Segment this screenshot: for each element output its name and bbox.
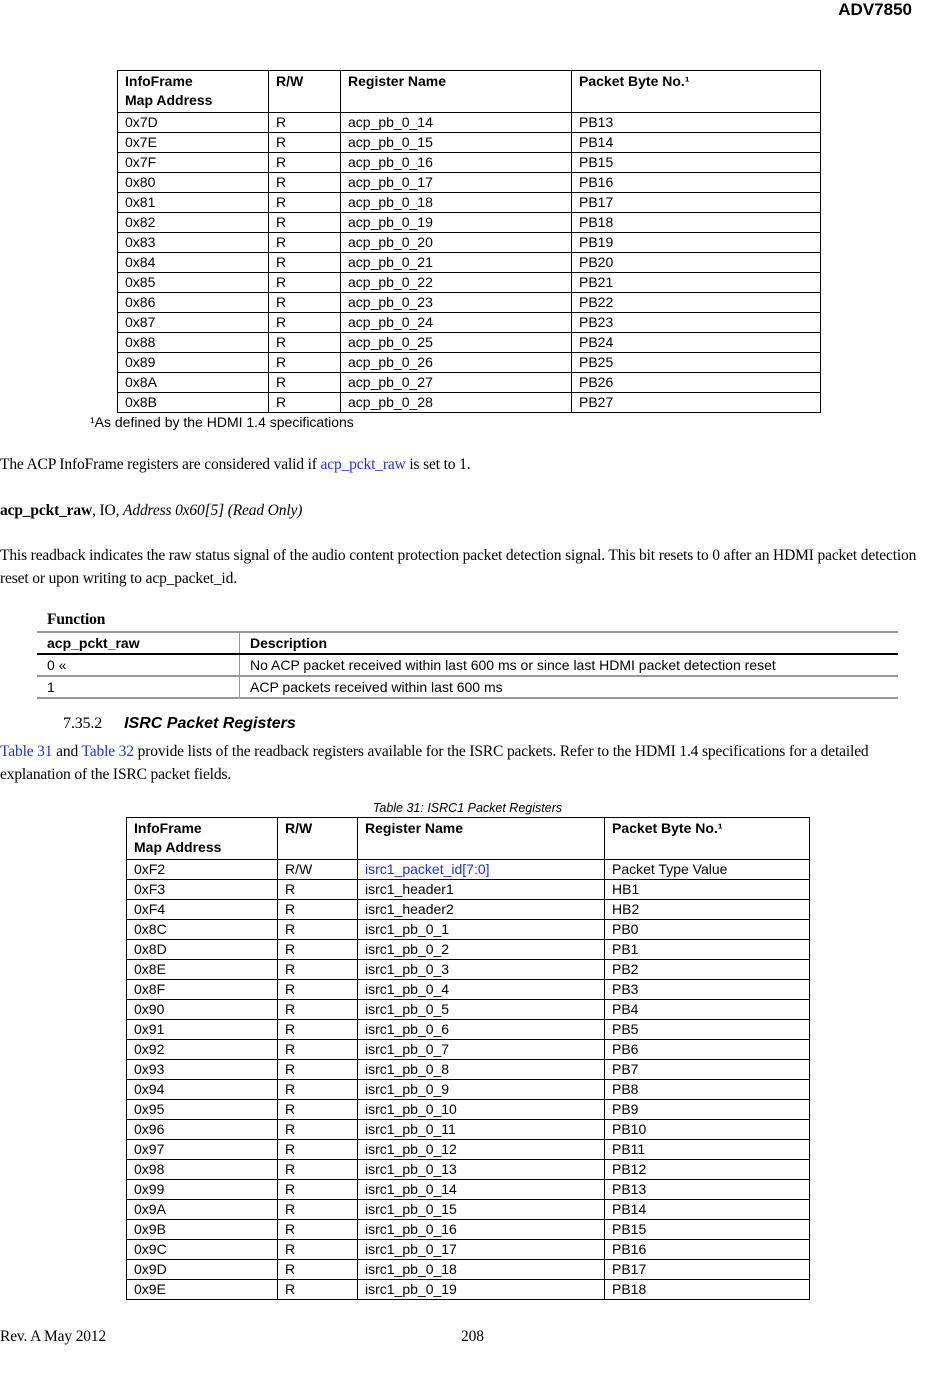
document-id: ADV7850 — [838, 0, 912, 19]
table-row — [127, 1260, 810, 1280]
cell: 0x96 — [127, 1120, 278, 1140]
table-row — [118, 293, 821, 313]
cell: R — [278, 1100, 358, 1120]
col-header-register: Register Name — [341, 71, 572, 113]
cell: PB8 — [605, 1080, 810, 1100]
cell: PB10 — [605, 1120, 810, 1140]
cell: R — [278, 1140, 358, 1160]
register-link[interactable]: isrc1_packet_id[7:0] — [358, 860, 605, 880]
cell: PB1 — [605, 940, 810, 960]
table-row — [118, 273, 821, 293]
text: The ACP InfoFrame registers are considered valid if — [0, 456, 321, 473]
cell: 0x9B — [127, 1220, 278, 1240]
col-header-rw: R/W — [278, 818, 358, 860]
cell: PB9 — [605, 1100, 810, 1120]
cell: 0xF3 — [127, 880, 278, 900]
cell: acp_pb_0_28 — [341, 393, 572, 413]
cell: 0x8C — [127, 920, 278, 940]
cell: R — [278, 1280, 358, 1300]
cell: R — [269, 233, 341, 253]
table-row — [118, 253, 821, 273]
acp-pckt-raw-link[interactable]: acp_pckt_raw — [320, 456, 406, 473]
cell: PB14 — [605, 1200, 810, 1220]
cell: acp_pb_0_17 — [341, 173, 572, 193]
cell: R — [278, 1080, 358, 1100]
cell: R — [269, 173, 341, 193]
cell: isrc1_header1 — [358, 880, 605, 900]
cell: R — [278, 1180, 358, 1200]
cell: R — [269, 193, 341, 213]
table-row — [127, 880, 810, 900]
cell: 0x84 — [118, 253, 269, 273]
function-title: Function — [47, 611, 106, 628]
cell: R — [278, 1240, 358, 1260]
cell: acp_pb_0_18 — [341, 193, 572, 213]
cell: PB13 — [605, 1180, 810, 1200]
cell: 0x7F — [118, 153, 269, 173]
readback-paragraph: This readback indicates the raw status signal of the audio content protection packet detection signal. This bit resets to 0 after an HDMI packet detection reset or upon writing to acp_packet_id. — [0, 547, 917, 587]
cell: PB20 — [572, 253, 821, 273]
function-table — [37, 631, 898, 699]
cell: PB2 — [605, 960, 810, 980]
table-row — [127, 1180, 810, 1200]
cell: 0x99 — [127, 1180, 278, 1200]
cell: isrc1_pb_0_18 — [358, 1260, 605, 1280]
cell: PB16 — [572, 173, 821, 193]
cell: 0x8B — [118, 393, 269, 413]
table-row — [118, 333, 821, 353]
register-name: acp_pckt_raw — [0, 502, 93, 519]
table-31-link[interactable]: Table 31 — [0, 743, 53, 760]
cell: 0x82 — [118, 213, 269, 233]
col-header-description: Description — [240, 632, 899, 654]
cell: isrc1_pb_0_3 — [358, 960, 605, 980]
cell: R — [269, 273, 341, 293]
table-row — [127, 1160, 810, 1180]
cell: PB18 — [572, 213, 821, 233]
cell: PB21 — [572, 273, 821, 293]
col-header-address: InfoFrame Map Address — [118, 71, 269, 113]
cell: PB18 — [605, 1280, 810, 1300]
cell: R — [269, 213, 341, 233]
col-header-byte: Packet Byte No.¹ — [605, 818, 810, 860]
cell: 0x85 — [118, 273, 269, 293]
table-row — [127, 900, 810, 920]
cell: 0x93 — [127, 1060, 278, 1080]
table-row — [118, 313, 821, 333]
cell: 0x7E — [118, 133, 269, 153]
cell: HB1 — [605, 880, 810, 900]
cell: 0xF4 — [127, 900, 278, 920]
cell: R — [278, 980, 358, 1000]
table-footnote: ¹As defined by the HDMI 1.4 specifications — [90, 414, 354, 430]
table-row — [118, 353, 821, 373]
cell: HB2 — [605, 900, 810, 920]
cell: R — [278, 960, 358, 980]
table-row — [127, 860, 810, 880]
cell: acp_pb_0_15 — [341, 133, 572, 153]
cell: 0x9A — [127, 1200, 278, 1220]
acp-register-table — [117, 70, 821, 413]
cell: R — [269, 333, 341, 353]
table-row — [118, 113, 821, 133]
cell: 0x92 — [127, 1040, 278, 1060]
cell: R — [269, 373, 341, 393]
cell: 0x9E — [127, 1280, 278, 1300]
cell: 0x7D — [118, 113, 269, 133]
cell: R — [278, 1000, 358, 1020]
cell: R — [278, 880, 358, 900]
cell: 0x81 — [118, 193, 269, 213]
cell: 0x8F — [127, 980, 278, 1000]
cell: 0x98 — [127, 1160, 278, 1180]
cell: R — [269, 153, 341, 173]
cell: PB12 — [605, 1160, 810, 1180]
text: provide lists of the readback registers available for the ISRC packets. Refer to the HDMI 1.4 specifications for a detailed explanation of the ISRC packet fields. — [0, 743, 869, 783]
cell: R — [278, 1220, 358, 1240]
cell: PB13 — [572, 113, 821, 133]
table-row — [127, 1000, 810, 1020]
text: and — [52, 743, 82, 760]
cell: acp_pb_0_26 — [341, 353, 572, 373]
cell: R — [278, 1200, 358, 1220]
cell: PB15 — [572, 153, 821, 173]
col-header-byte: Packet Byte No.¹ — [572, 71, 821, 113]
cell: R — [278, 1120, 358, 1140]
text: , IO, — [92, 502, 124, 519]
cell: acp_pb_0_25 — [341, 333, 572, 353]
cell: R — [278, 1160, 358, 1180]
cell: acp_pb_0_20 — [341, 233, 572, 253]
cell: R — [269, 393, 341, 413]
cell: R — [278, 1260, 358, 1280]
cell: PB14 — [572, 133, 821, 153]
cell: 0x91 — [127, 1020, 278, 1040]
cell: PB3 — [605, 980, 810, 1000]
cell: isrc1_pb_0_5 — [358, 1000, 605, 1020]
cell: PB15 — [605, 1220, 810, 1240]
table-32-link[interactable]: Table 32 — [81, 743, 134, 760]
cell: R/W — [278, 860, 358, 880]
revision: Rev. A May 2012 — [0, 1328, 107, 1345]
register-definition — [0, 501, 950, 521]
table-row — [118, 193, 821, 213]
cell: isrc1_pb_0_6 — [358, 1020, 605, 1040]
cell: isrc1_pb_0_1 — [358, 920, 605, 940]
isrc-intro-paragraph — [0, 740, 940, 786]
cell: 0x8A — [118, 373, 269, 393]
table-row — [127, 1200, 810, 1220]
cell: PB17 — [605, 1260, 810, 1280]
cell: PB27 — [572, 393, 821, 413]
cell: isrc1_pb_0_9 — [358, 1080, 605, 1100]
cell: R — [269, 113, 341, 133]
section-number: 7.35.2 — [63, 715, 103, 732]
cell: ACP packets received within last 600 ms — [240, 676, 899, 698]
table-row — [127, 920, 810, 940]
register-address: Address 0x60[5] (Read Only) — [123, 502, 303, 519]
table-row — [118, 393, 821, 413]
cell: PB22 — [572, 293, 821, 313]
cell: PB5 — [605, 1020, 810, 1040]
cell: R — [278, 1020, 358, 1040]
table-row — [127, 940, 810, 960]
cell: isrc1_pb_0_7 — [358, 1040, 605, 1060]
cell: acp_pb_0_21 — [341, 253, 572, 273]
cell: R — [278, 1040, 358, 1060]
cell: 0x97 — [127, 1140, 278, 1160]
table-row — [127, 1140, 810, 1160]
cell: 0x94 — [127, 1080, 278, 1100]
table-row — [127, 1060, 810, 1080]
cell: isrc1_pb_0_11 — [358, 1120, 605, 1140]
table-row — [118, 153, 821, 173]
cell: 0xF2 — [127, 860, 278, 880]
cell: 0x80 — [118, 173, 269, 193]
cell: acp_pb_0_24 — [341, 313, 572, 333]
table-row — [127, 1280, 810, 1300]
col-header-register: Register Name — [358, 818, 605, 860]
cell: R — [278, 940, 358, 960]
page-footer — [0, 1328, 950, 1350]
cell: acp_pb_0_16 — [341, 153, 572, 173]
cell: acp_pb_0_23 — [341, 293, 572, 313]
cell: isrc1_pb_0_16 — [358, 1220, 605, 1240]
cell: R — [269, 253, 341, 273]
table-caption: Table 31: ISRC1 Packet Registers — [372, 801, 563, 815]
cell: PB4 — [605, 1000, 810, 1020]
cell: R — [269, 293, 341, 313]
section-heading — [63, 714, 950, 734]
cell: R — [269, 133, 341, 153]
table-row — [127, 980, 810, 1000]
cell: isrc1_pb_0_10 — [358, 1100, 605, 1120]
table-row — [118, 133, 821, 153]
cell: PB26 — [572, 373, 821, 393]
cell: 0 « — [37, 654, 240, 676]
table-row — [118, 213, 821, 233]
cell: acp_pb_0_14 — [341, 113, 572, 133]
table-row — [37, 654, 898, 676]
cell: PB25 — [572, 353, 821, 373]
cell: isrc1_pb_0_4 — [358, 980, 605, 1000]
table-row — [127, 1240, 810, 1260]
cell: isrc1_pb_0_17 — [358, 1240, 605, 1260]
table-row — [127, 1120, 810, 1140]
cell: PB23 — [572, 313, 821, 333]
cell: No ACP packet received within last 600 ms or since last HDMI packet detection reset — [240, 654, 899, 676]
cell: 0x9D — [127, 1260, 278, 1280]
section-title: ISRC Packet Registers — [124, 715, 296, 732]
col-header-value: acp_pckt_raw — [37, 632, 240, 654]
table-row — [127, 1020, 810, 1040]
cell: acp_pb_0_27 — [341, 373, 572, 393]
cell: Packet Type Value — [605, 860, 810, 880]
cell: PB24 — [572, 333, 821, 353]
cell: isrc1_pb_0_13 — [358, 1160, 605, 1180]
cell: PB19 — [572, 233, 821, 253]
cell: isrc1_pb_0_15 — [358, 1200, 605, 1220]
cell: 0x83 — [118, 233, 269, 253]
table-row — [118, 233, 821, 253]
cell: isrc1_pb_0_8 — [358, 1060, 605, 1080]
col-header-address: InfoFrame Map Address — [127, 818, 278, 860]
cell: isrc1_pb_0_2 — [358, 940, 605, 960]
table-row — [127, 1040, 810, 1060]
cell: 0x9C — [127, 1240, 278, 1260]
col-header-rw: R/W — [269, 71, 341, 113]
cell: 0x8D — [127, 940, 278, 960]
table-row — [118, 173, 821, 193]
cell: PB7 — [605, 1060, 810, 1080]
table-row — [127, 1080, 810, 1100]
cell: isrc1_header2 — [358, 900, 605, 920]
cell: 0x86 — [118, 293, 269, 313]
cell: PB17 — [572, 193, 821, 213]
cell: 0x95 — [127, 1100, 278, 1120]
cell: 0x88 — [118, 333, 269, 353]
cell: 0x90 — [127, 1000, 278, 1020]
table-row — [118, 373, 821, 393]
table-row — [127, 1220, 810, 1240]
cell: 1 — [37, 676, 240, 698]
table-row — [37, 676, 898, 698]
cell: PB16 — [605, 1240, 810, 1260]
cell: R — [269, 313, 341, 333]
cell: R — [269, 353, 341, 373]
cell: 0x87 — [118, 313, 269, 333]
cell: R — [278, 1060, 358, 1080]
cell: isrc1_pb_0_14 — [358, 1180, 605, 1200]
cell: R — [278, 920, 358, 940]
cell: acp_pb_0_19 — [341, 213, 572, 233]
cell: acp_pb_0_22 — [341, 273, 572, 293]
cell: 0x8E — [127, 960, 278, 980]
cell: isrc1_pb_0_12 — [358, 1140, 605, 1160]
cell: PB11 — [605, 1140, 810, 1160]
table-row — [127, 1100, 810, 1120]
cell: PB6 — [605, 1040, 810, 1060]
cell: PB0 — [605, 920, 810, 940]
table-row — [127, 960, 810, 980]
isrc1-register-table — [126, 817, 810, 1300]
text: is set to 1. — [405, 456, 471, 473]
cell: 0x89 — [118, 353, 269, 373]
acp-validity-paragraph — [0, 455, 950, 475]
page-number: 208 — [461, 1328, 484, 1345]
cell: isrc1_pb_0_19 — [358, 1280, 605, 1300]
cell: R — [278, 900, 358, 920]
